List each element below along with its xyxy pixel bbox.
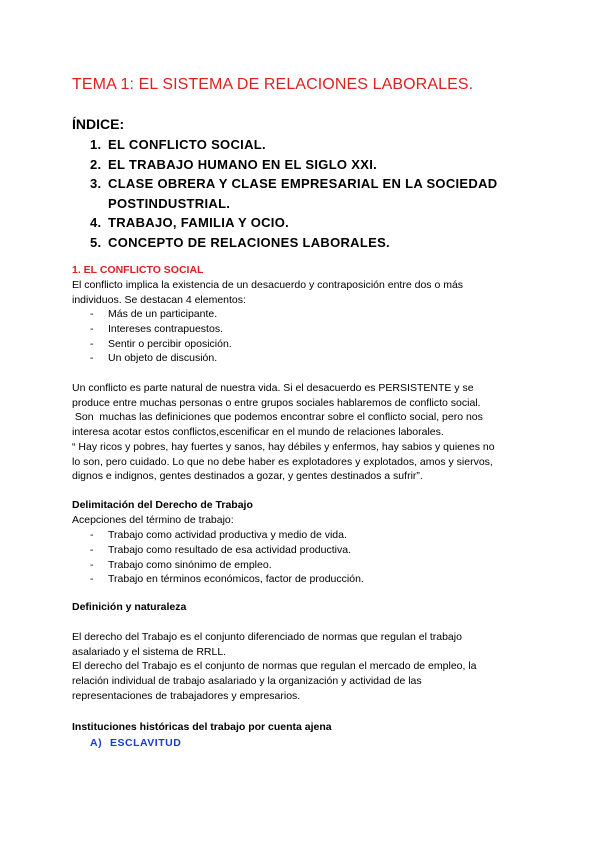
index-item: 4. TRABAJO, FAMILIA Y OCIO. <box>90 215 290 230</box>
list-item: - Trabajo en términos económicos, factor de producción. <box>90 573 364 586</box>
list-item: - Un objeto de discusión. <box>90 352 218 365</box>
subheading-esclavitud: A) ESCLAVITUD <box>90 737 182 749</box>
index-heading: ÍNDICE: <box>72 116 125 132</box>
section-intro: El conflicto implica la existencia de un desacuerdo y contraposición entre dos o más individuos. Se destacan 4 elementos: <box>72 279 464 306</box>
list-item: - Trabajo como actividad productiva y medio de vida. <box>90 529 347 541</box>
list-item: - Trabajo como sinónimo de empleo. <box>90 558 272 571</box>
acepciones-list <box>72 528 364 587</box>
list-item: - Sentir o percibir oposición. <box>90 337 232 350</box>
conflict-elements-list <box>72 307 232 366</box>
index-item: 3. CLASE OBRERA Y CLASE EMPRESARIAL EN LA SOCIEDAD POSTINDUSTRIAL. <box>90 176 498 211</box>
conflict-body-paragraph: Un conflicto es parte natural de nuestra vida. Si el desacuerdo es PERSISTENTE y se produce entre muchas personas o entre grupos sociales hablaremos de conflicto social. Son muchas las definiciones que podemos encontrar sobre el conflicto social, pero nos interesa acotar estos conflictos,escenificar en el mundo de relaciones laborales. “ Hay ricos y pobres, hay fuertes y sanos, hay débiles y enfermos, hay sabios y quienes no lo son, pero cuidado. Lo que no debe haber es explotadores y explotados, amos y siervos, dignos e indignos, gentes destinados a gozar, y gentes destinados a sufrir”. <box>72 382 495 483</box>
definicion-paragraph: El derecho del Trabajo es el conjunto diferenciado de normas que regulan el trabajo asalariado y el sistema de RRLL. El derecho del Trabajo es el conjunto de normas que regulan el mercado de empleo, la relación individual de trabajo asalariado y la organización y actividad de las representaciones de trabajadores y empresarios. <box>72 631 477 702</box>
index-list <box>72 135 532 252</box>
index-item: 1. EL CONFLICTO SOCIAL. <box>90 137 266 152</box>
index-item: 2. EL TRABAJO HUMANO EN EL SIGLO XXI. <box>90 156 378 172</box>
list-item: - Más de un participante. <box>90 308 218 320</box>
document-title: TEMA 1: EL SISTEMA DE RELACIONES LABORALES. <box>72 76 474 93</box>
heading-delimitacion: Delimitación del Derecho de Trabajo <box>72 499 253 511</box>
list-item: - Intereses contrapuestos. <box>90 322 223 335</box>
heading-instituciones: Instituciones históricas del trabajo por cuenta ajena <box>72 721 332 733</box>
heading-definicion: Definición y naturaleza <box>72 601 187 613</box>
delimitacion-intro: Acepciones del término de trabajo: <box>72 514 234 526</box>
index-item: 5. CONCEPTO DE RELACIONES LABORALES. <box>90 234 390 250</box>
list-item: - Trabajo como resultado de esa actividad productiva. <box>90 543 351 556</box>
section-heading-conflicto: 1. EL CONFLICTO SOCIAL <box>72 264 204 276</box>
